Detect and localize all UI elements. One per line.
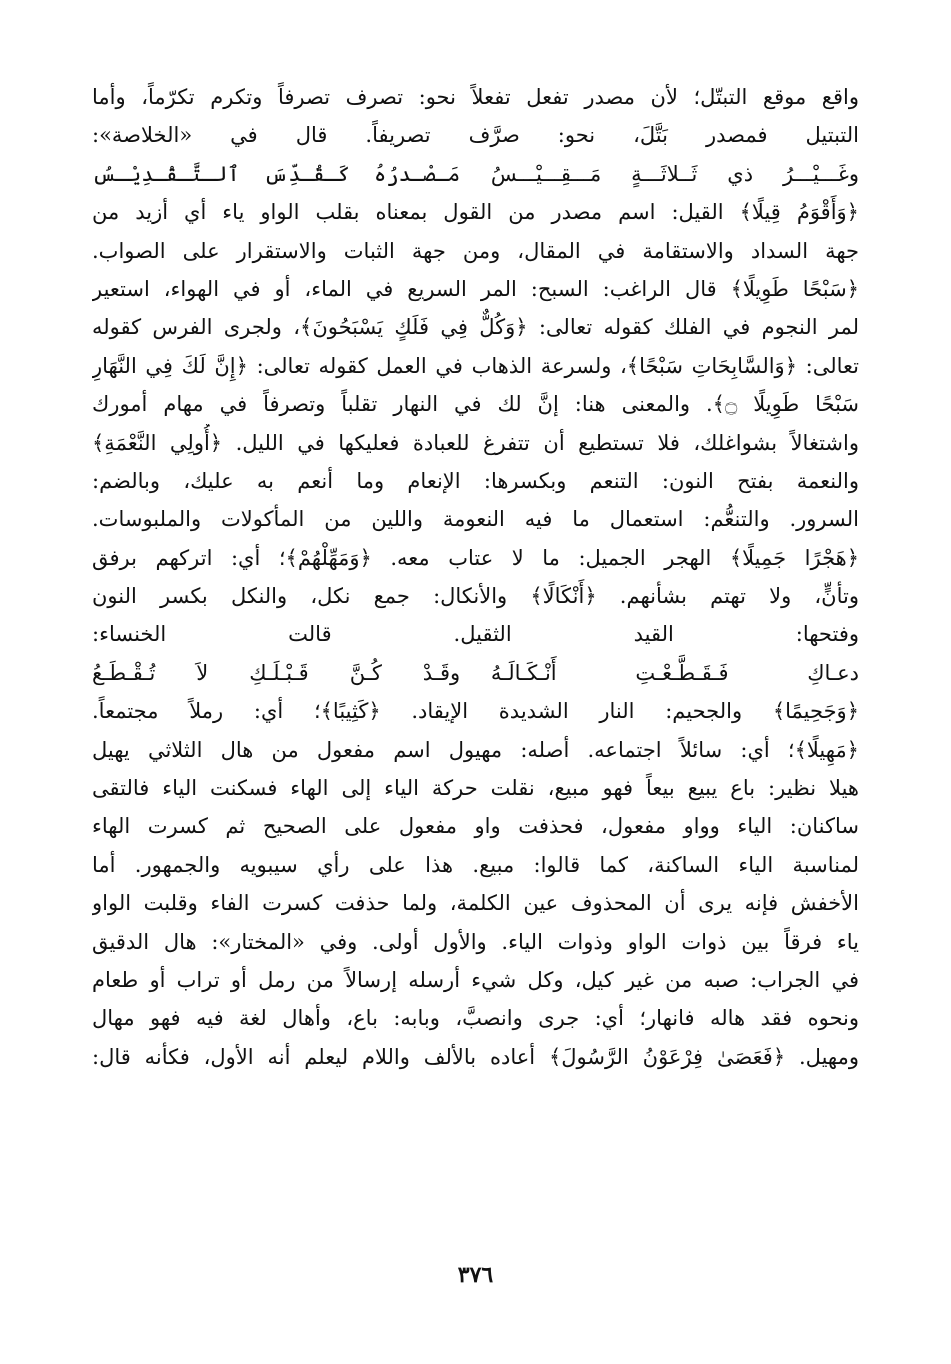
poetry-verse	[92, 155, 859, 193]
text-line: ﴿وَجَحِيمًا﴾ والجحيم: النار الشديدة الإيقاد. ﴿كَثِيبًا﴾؛ أي: رملاً مجتمعاً.	[92, 699, 859, 724]
page-number: ٣٧٦	[457, 1262, 494, 1288]
text-line: في الجراب: صبه من غير كيل، وكل شيء أرسله إرسالاً من رمل أو تراب أو طعام	[92, 967, 859, 992]
text-line: واشتغالاً بشواغلك، فلا تستطيع أن تتفرغ للعبادة فعليكها في الليل. ﴿أُولِي النَّعْمَةِ﴾	[92, 430, 859, 455]
text-line: السرور. والتنعُّم: استعمال ما فيه النعومة واللين من المأكولات والملبوسات.	[92, 507, 859, 532]
text-line: التبتيل فمصدر بَتَّلَ، نحو: صرَّف تصريفاً. قال في «الخلاصة»:	[92, 123, 859, 148]
text-line: تعالى: ﴿وَالسَّابِحَاتِ سَبْحًا﴾، ولسرعة الذهاب في العمل كقوله تعالى: ﴿إِنَّ لَكَ فِي النَّهَارِ	[92, 353, 859, 378]
text-line: وتأنٍّ، ولا تهتم بشأنهم. ﴿أَنْكَالًا﴾ والأنكال: جمع نكل، والنكل بكسر النون	[92, 584, 859, 609]
text-line: ومهيل. ﴿فَعَصَىٰ فِرْعَوْنُ الرَّسُولَ﴾ أعاده بالألف واللام ليعلم أنه الأول، فكأنه قال:	[92, 1044, 859, 1069]
text-line: واقع موقع التبتّل؛ لأن مصدر تفعل تفعلاً نحو: تصرف تصرفاً وتكرم تكرّماً، وأما	[92, 85, 859, 109]
body-text	[92, 78, 859, 1076]
verse-second-hemistich: مَـصْـدرُهُ كَـقُـدِّسَ ٱلـتَّـقْـدِيْـسُ	[92, 161, 461, 186]
text-line: ياء فرقاً بين ذوات الواو وذوات الياء. والأول أولى. وفي «المختار»: هال الدقيق	[92, 929, 859, 954]
text-line: لمناسبة الياء الساكنة، كما قالوا: مبيع. هذا على رأي سيبويه والجمهور. أما	[92, 852, 859, 877]
text-line: ﴿وَأَقْوَمُ قِيلًا﴾ القيل: اسم مصدر من القول بمعناه بقلب الواو ياء أي أزيد من	[92, 200, 859, 225]
poetry-verse	[92, 654, 859, 692]
text-line: ﴿سَبْحًا طَوِيلًا﴾ قال الراغب: السبح: المر السريع في الماء، أو في الهواء، استعير	[92, 276, 859, 301]
verse-second-hemistich: وقَـدْ كُـنَّ قَـبْـلَـكِ لاَ تُـقْـطَـعُ	[92, 660, 461, 685]
text-line: سَبْحًا طَوِيلًا ۝﴾. والمعنى هنا: إنَّ لك في النهار تقلباً وتصرفاً في مهام أمورك	[92, 392, 859, 417]
text-line: هيلا نظير: باع يبيع بيعاً فهو مبيع، نقلت حركة الياء إلى الهاء فسكنت الياء فالتقى	[92, 776, 859, 801]
text-line: ساكنان: الياء وواو مفعول، فحذفت واو مفعول على الصحيح ثم كسرت الهاء	[92, 814, 859, 839]
text-line: ونحوه فقد هاله فانهار؛ أي: جرى وانصبَّ، وبابه: باع، وأهال لغة فيه فهو مهال	[92, 1006, 859, 1031]
verse-first-hemistich: دعـاكِ فَـقَـطَّـعْـتِ أَنْـكَـالَـهُ	[490, 660, 859, 685]
text-line: الأخفش فإنه يرى أن المحذوف عين الكلمة، ولما حذفت كسرت الفاء وقلبت الواو	[92, 891, 859, 916]
text-line: لمر النجوم في الفلك كقوله تعالى: ﴿وَكُلٌّ فِي فَلَكٍ يَسْبَحُونَ﴾، ولجرى الفرس كقوله	[92, 315, 859, 340]
text-line: ﴿هَجْرًا جَمِيلًا﴾ الهجر الجميل: ما لا عتاب معه. ﴿وَمَهِّلْهُمْ﴾؛ أي: اتركهم برفق	[92, 545, 859, 570]
verse-first-hemistich: وغَـــيْـــرُ ذي ثَــلاثَـــةٍ مَـــقِـــيْـــسُ	[490, 161, 859, 186]
text-line: ﴿مَهِيلًا﴾؛ أي: سائلاً اجتماعه. أصله: مهيول اسم مفعول من هال الثلاثي يهيل	[92, 737, 859, 762]
text-line: والنعمة بفتح النون: التنعم وبكسرها: الإنعام وما أنعم به عليك، وبالضم:	[92, 468, 859, 493]
text-line: وفتحها: القيد الثقيل. قالت الخنساء:	[92, 622, 859, 647]
text-line: جهة السداد والاستقامة في المقال، ومن جهة الثبات والاستقرار على الصواب.	[92, 238, 859, 263]
